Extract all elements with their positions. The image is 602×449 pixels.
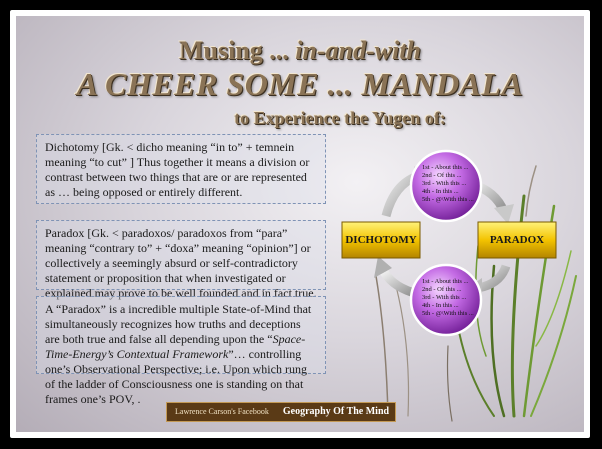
title-line-1: [16, 36, 584, 66]
paradox-definition-box: Paradox [Gk. < paradoxos/ paradoxos from “para” meaning “contrary to” + “doxa” meaning “opinion”] or collectively a seemingly absurd or self-contradictory statement or proposition that when investigated or explained may prove to be well founded and in fact true.: [36, 220, 326, 290]
bottom-circle-item: 3rd - With this ...: [422, 294, 467, 301]
top-circle-item: 4th - In this ...: [422, 188, 459, 195]
top-circle-item: 1st - About this ...: [422, 164, 469, 171]
bottom-circle-list: [422, 278, 482, 318]
footer-banner: [166, 402, 396, 422]
footer-title: Geography Of The Mind: [282, 406, 390, 417]
title-line-2: A CHEER SOME ... MANDALA: [76, 66, 524, 102]
top-circle-item: 3rd - With this ...: [422, 180, 467, 187]
paradox-state-text-italic: Space-Time-Energy’s Contextual Framework: [45, 332, 306, 361]
dichotomy-label: DICHOTOMY: [345, 234, 417, 246]
bottom-circle-item: 4th - In this ...: [422, 302, 459, 309]
paradox-label: PARADOX: [489, 234, 545, 246]
title-line-1-italic: in-and-with: [295, 36, 422, 65]
bottom-circle-item: 2nd - Of this ...: [422, 286, 462, 293]
bottom-circle-item: 5th - @\With this ...: [422, 310, 474, 317]
top-circle-item: 2nd - Of this ...: [422, 172, 462, 179]
poster-canvas: [16, 16, 584, 432]
dichotomy-definition-box: Dichotomy [Gk. < dicho meaning “in to” + temnein meaning “to cut” ] Thus together it means a division or contrast between two things that are or are represented as … being opposed or entirely different.: [36, 134, 326, 204]
top-circle-item: 5th - @\With this ...: [422, 196, 474, 203]
paradox-state-of-mind-box: [36, 296, 326, 406]
paradox-state-text-1: A “Paradox” is a incredible multiple State-of-Mind that simultaneously recognizes how truths and deceptions are both true and false all depending upon the “: [45, 302, 312, 346]
title-line-3: to Experience the Yugen of:: [234, 108, 446, 128]
bottom-circle-item: 1st - About this ...: [422, 278, 469, 285]
top-circle-list: [422, 164, 482, 204]
paradox-state-text-2: ”… controlling one’s Observational Perspective; i.e. Upon which rung of the ladder of Consciousness one is standing on that frames one’s POV, .: [45, 347, 307, 406]
facebook-credit: Lawrence Carson's Facebook: [175, 407, 269, 416]
title-line-1-regular: Musing ...: [178, 36, 296, 65]
